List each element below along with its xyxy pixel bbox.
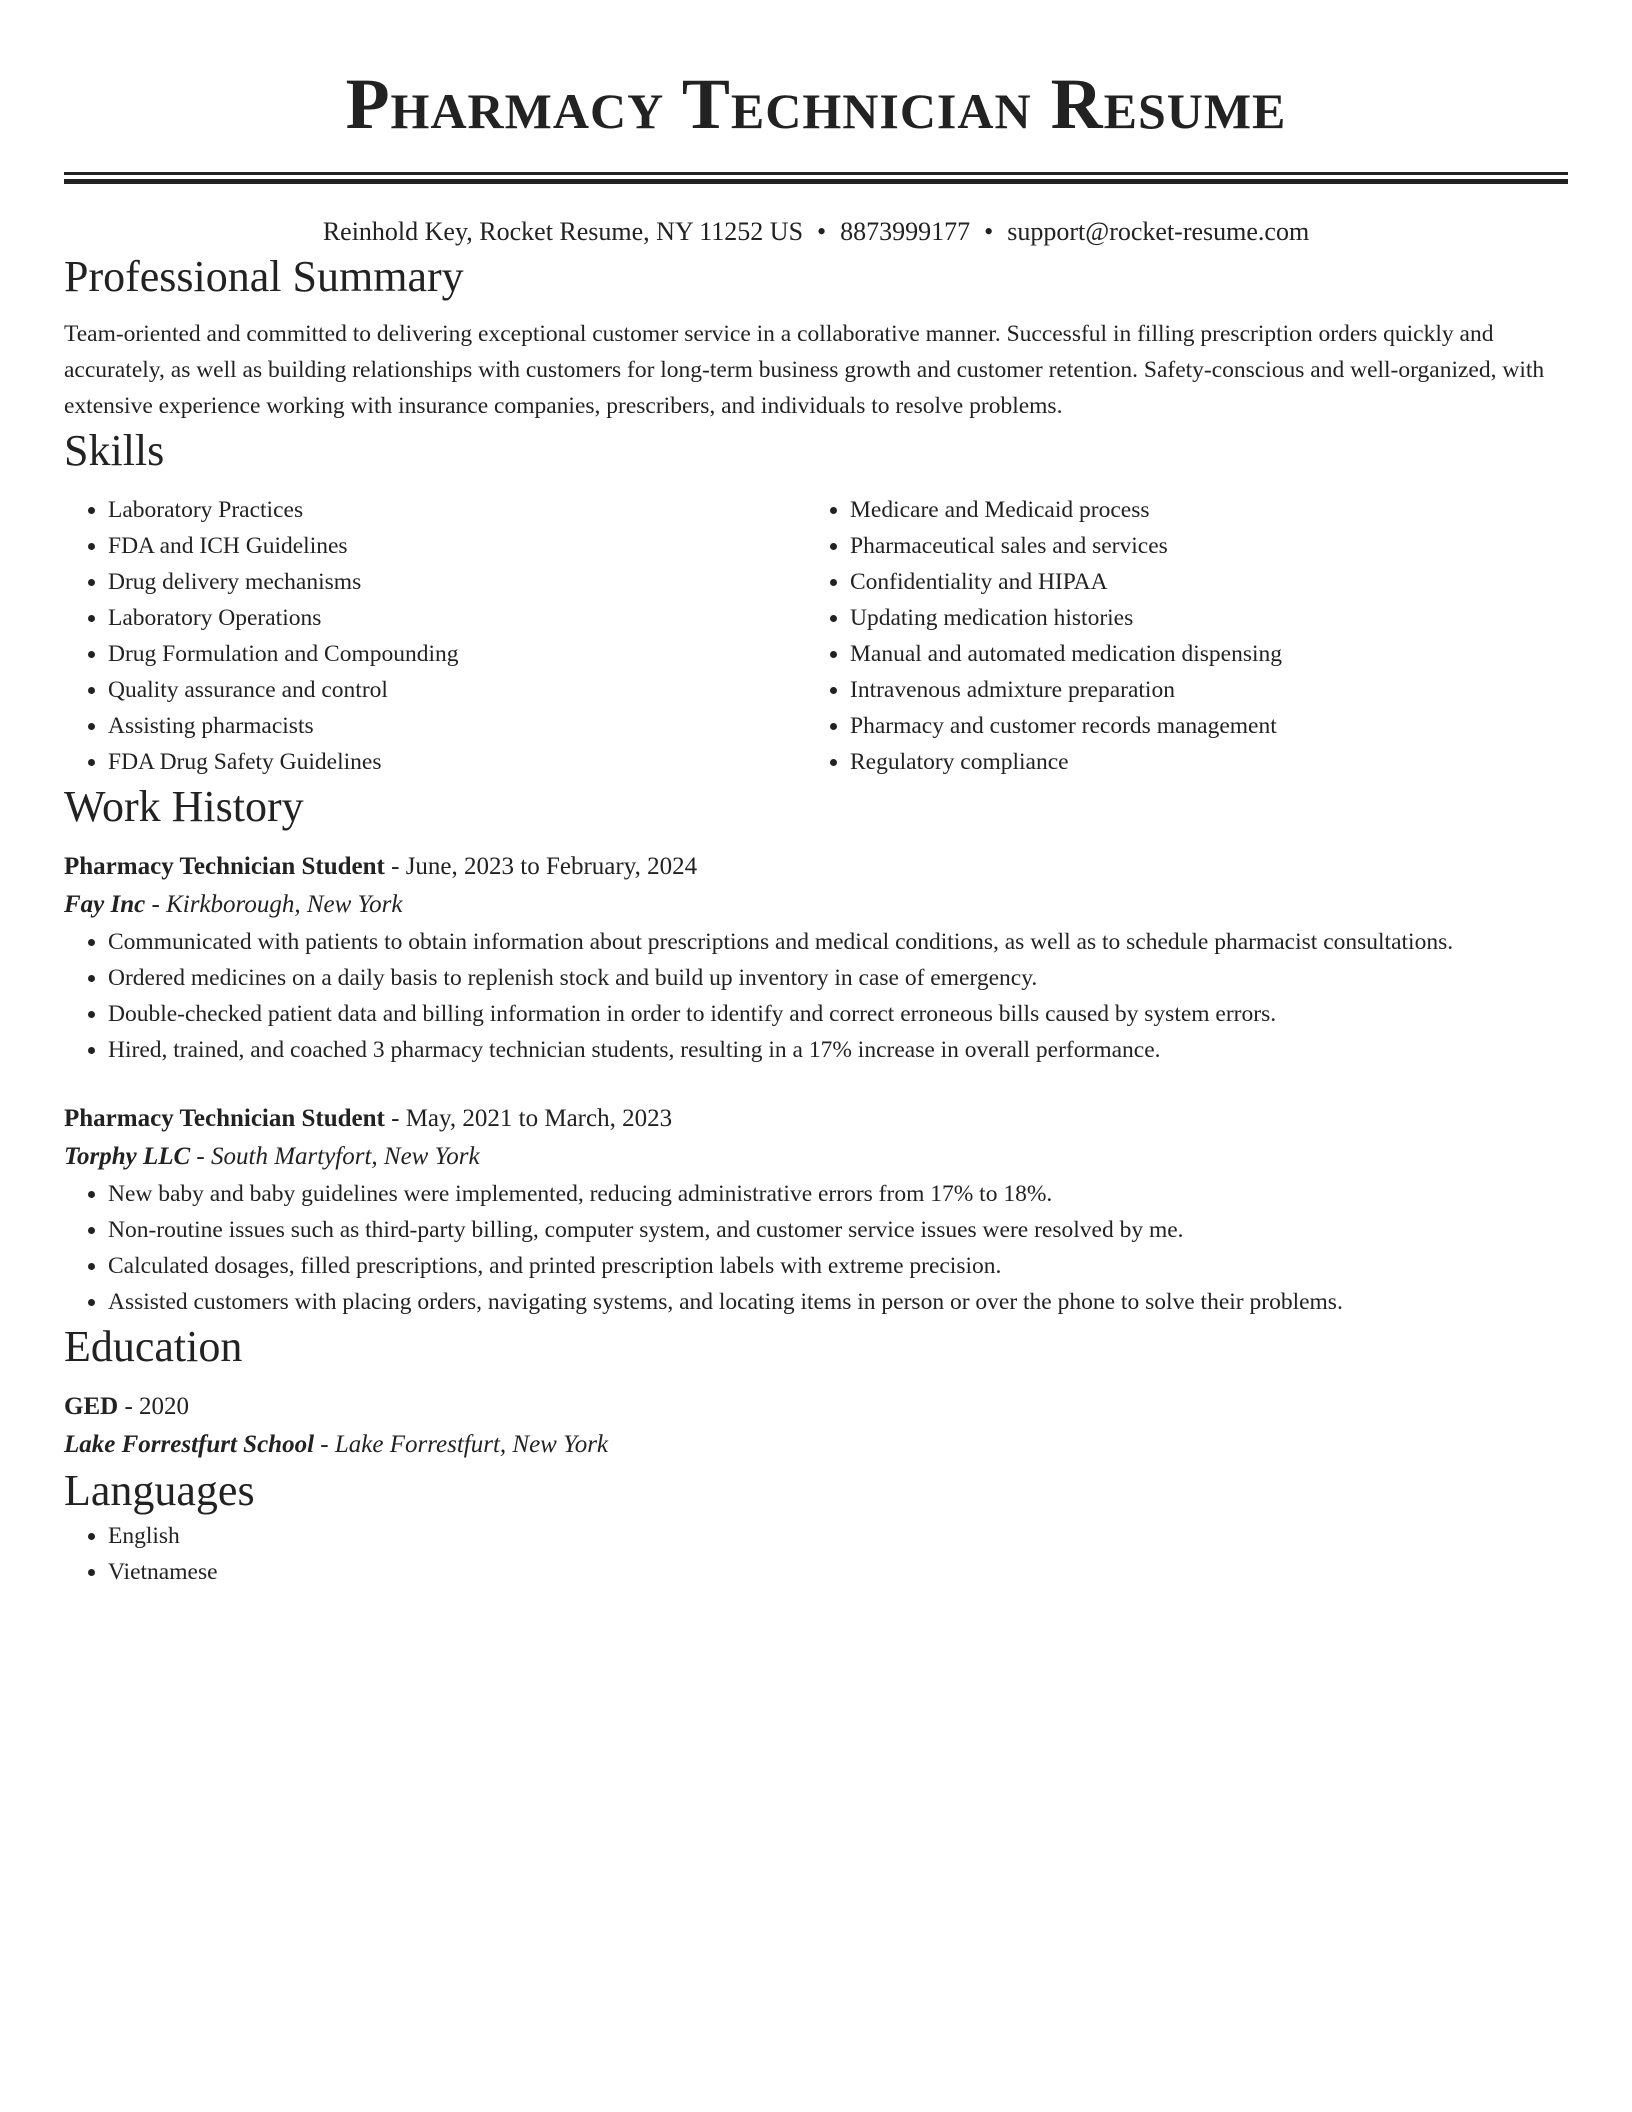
job-duties-list (64, 924, 1568, 1068)
skill-item: • Confidentiality and HIPAA (850, 564, 1548, 600)
job-dates: - May, 2021 to March, 2023 (384, 1105, 673, 1132)
skill-item: • FDA Drug Safety Guidelines (108, 744, 806, 780)
job-location: - Kirkborough, New York (145, 891, 403, 918)
resume-title: Pharmacy Technician Resume (345, 64, 1287, 144)
job-company-line (64, 1138, 1568, 1176)
education-year: - 2020 (118, 1393, 190, 1420)
job-title: Pharmacy Technician Student (64, 853, 385, 880)
skill-item: • Updating medication histories (850, 600, 1548, 636)
job-dates: - June, 2023 to February, 2024 (384, 853, 698, 880)
contact-separator: • (817, 217, 827, 246)
education-heading: Education (64, 1322, 243, 1371)
job-title-line (64, 1100, 1568, 1138)
job-entry (64, 848, 1568, 1068)
title-divider (64, 172, 1568, 184)
skill-item: • FDA and ICH Guidelines (108, 528, 806, 564)
education-location: - Lake Forrestfurt, New York (314, 1431, 609, 1458)
education-school: Lake Forrestfurt School (64, 1431, 315, 1458)
skill-item: • Assisting pharmacists (108, 708, 806, 744)
skills-list-left (64, 492, 806, 780)
skill-item: • Intravenous admixture preparation (850, 672, 1548, 708)
resume-page (64, 0, 1568, 1590)
job-duty: • Double-checked patient data and billing information in order to identify and correct erroneous bills caused by system errors. (108, 996, 1568, 1032)
job-company-line (64, 886, 1568, 924)
skill-item: • Pharmacy and customer records management (850, 708, 1548, 744)
skill-item: • Manual and automated medication dispensing (850, 636, 1548, 672)
work-history-heading: Work History (64, 782, 304, 831)
skill-item: • Regulatory compliance (850, 744, 1548, 780)
summary-text: Team-oriented and committed to delivering exceptional customer service in a collaborative manner. Successful in filling prescription orders quickly and accurately, as well as building relationships with customers for long-term business growth and customer retention. Safety-conscious and well-organized, with extensive experience working with insurance companies, prescribers, and individuals to resolve problems. (64, 321, 1545, 419)
education-degree-line (64, 1388, 1568, 1426)
job-duty: • Ordered medicines on a daily basis to replenish stock and build up inventory in case of emergency. (108, 960, 1568, 996)
contact-line (64, 214, 1568, 250)
skill-item: • Pharmaceutical sales and services (850, 528, 1548, 564)
job-duty: • Hired, trained, and coached 3 pharmacy technician students, resulting in a 17% increase in overall performance. (108, 1032, 1568, 1068)
skill-item: • Drug delivery mechanisms (108, 564, 806, 600)
job-company: Torphy LLC (64, 1143, 191, 1170)
skills-list-right (806, 492, 1548, 780)
contact-phone: 8873999177 (840, 217, 971, 246)
job-duty: • New baby and baby guidelines were implemented, reducing administrative errors from 17% to 18%. (108, 1176, 1568, 1212)
job-duty: • Communicated with patients to obtain information about prescriptions and medical conditions, as well as to schedule pharmacist consultations. (108, 924, 1568, 960)
skill-item: • Medicare and Medicaid process (850, 492, 1548, 528)
languages-heading: Languages (64, 1466, 255, 1515)
job-duty: • Calculated dosages, filled prescriptions, and printed prescription labels with extreme precision. (108, 1248, 1568, 1284)
skills-columns (64, 492, 1568, 780)
job-title-line (64, 848, 1568, 886)
job-duty: • Assisted customers with placing orders, navigating systems, and locating items in person or over the phone to solve their problems. (108, 1284, 1568, 1320)
skill-item: • Quality assurance and control (108, 672, 806, 708)
skills-heading: Skills (64, 426, 165, 475)
education-school-line (64, 1426, 1568, 1464)
job-duties-list (64, 1176, 1568, 1320)
contact-email: support@rocket-resume.com (1007, 217, 1310, 246)
contact-address: Reinhold Key, Rocket Resume, NY 11252 US (322, 217, 804, 246)
education-entry (64, 1388, 1568, 1464)
language-item: • Vietnamese (108, 1554, 1568, 1590)
languages-list (64, 1518, 1568, 1590)
job-entry (64, 1100, 1568, 1320)
language-item: • English (108, 1518, 1568, 1554)
job-location: - South Martyfort, New York (190, 1143, 480, 1170)
summary-heading: Professional Summary (64, 252, 464, 301)
education-degree: GED (64, 1393, 119, 1420)
contact-separator: • (984, 217, 994, 246)
skill-item: • Laboratory Operations (108, 600, 806, 636)
skill-item: • Laboratory Practices (108, 492, 806, 528)
job-company: Fay Inc (64, 891, 146, 918)
skill-item: • Drug Formulation and Compounding (108, 636, 806, 672)
job-duty: • Non-routine issues such as third-party billing, computer system, and customer service issues were resolved by me. (108, 1212, 1568, 1248)
job-title: Pharmacy Technician Student (64, 1105, 385, 1132)
